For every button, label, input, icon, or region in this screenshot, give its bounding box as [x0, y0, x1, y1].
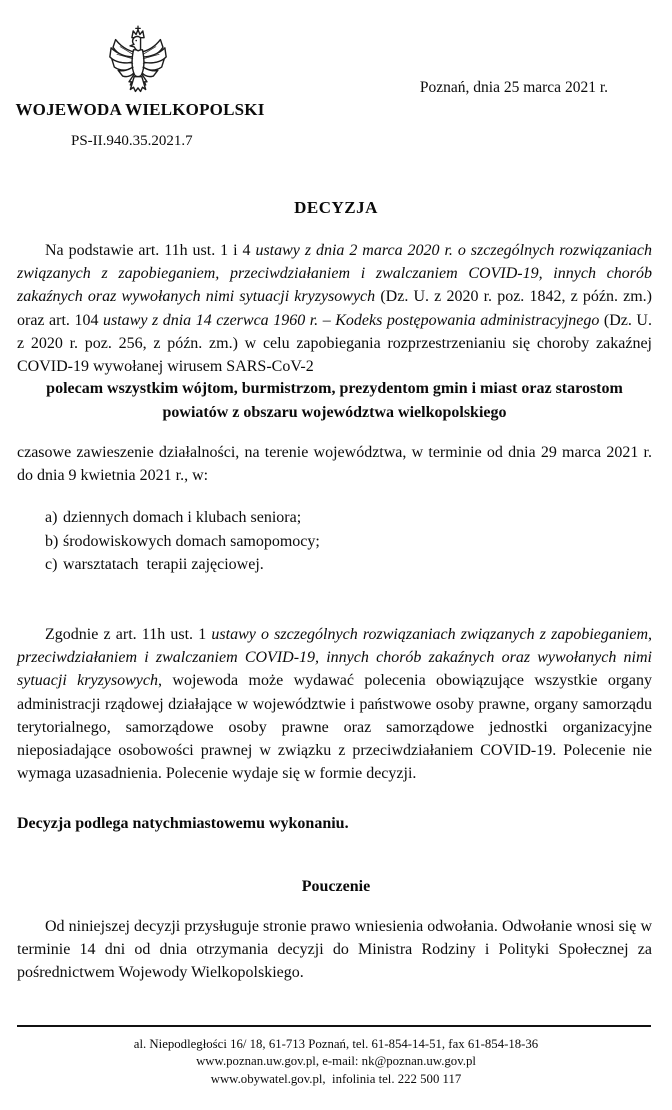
case-number: PS-II.940.35.2021.7 [71, 133, 193, 149]
order-heading-line2: powiatów z obszaru województwa wielkopolskiego [162, 404, 507, 421]
footer [0, 1036, 672, 1088]
place-and-date: Poznań, dnia 25 marca 2021 r. [419, 79, 608, 96]
list-item-marker: b) [45, 532, 59, 550]
enforcement-clause: Decyzja podlega natychmiastowemu wykonaniu. [17, 815, 349, 832]
footer-divider [17, 1025, 651, 1027]
suspension-intro-paragraph: czasowe zawieszenie działalności, na terenie województwa, w terminie od dnia 29 marca 2021 r. do dnia 9 kwietnia 2021 r., w: [17, 444, 652, 485]
list-item [45, 530, 645, 554]
list-item-marker: a) [45, 509, 58, 526]
list-item-text: dziennych domach i klubach seniora; [63, 509, 302, 526]
suspension-list [45, 506, 645, 577]
list-item [45, 506, 645, 530]
order-heading [17, 377, 652, 425]
list-item-text: warsztatach terapii zajęciowej. [63, 556, 264, 574]
list-item [45, 553, 645, 577]
issuing-office-title: WOJEWODA WIELKOPOLSKI [15, 100, 265, 119]
instruction-heading: Pouczenie [301, 878, 371, 895]
list-item-marker: c) [45, 556, 58, 574]
footer-address-line: al. Niepodległości 16/ 18, 61-713 Poznań, tel. 61-854-14-51, fax 61-854-18-36 [133, 1037, 539, 1051]
appeal-paragraph: Od niniejszej decyzji przysługuje stronie prawo wniesienia odwołania. Odwołanie wnosi się w terminie 14 dni od dnia otrzymania decyzji do Ministra Rodziny i Polityki Społecznej za pośrednictwem Wojewody Wielkopolskiego. [17, 918, 652, 982]
list-item-text: środowiskowych domach samopomocy; [63, 532, 320, 550]
footer-infoline-line: www.obywatel.gov.pl, infolinia tel. 222 500 117 [210, 1071, 462, 1086]
legal-explanation-paragraph: Zgodnie z art. 11h ust. 1 ustawy o szczególnych rozwiązaniach związanych z zapobieganiem, przeciwdziałaniem i zwalczaniem COVID-19, innych chorób zakaźnych oraz wywołanych nimi sytuacji kryzysowych, wojewoda może wydawać polecenia obowiązujące wszystkie organy administracji rządowej działające w województwie i państwowe osoby prawne, organy samorządu terytorialnego, samorządowe osoby prawne oraz samorządowe jednostki organizacyjne nieposiadające osobowości prawnej w związku z przeciwdziałaniem COVID-19. Polecenie nie wymaga uzasadnienia. Polecenie wydaje się w formie decyzji. [17, 626, 653, 783]
document-title: DECYZJA [294, 198, 378, 217]
footer-web-email-line: www.poznan.uw.gov.pl, e-mail: nk@poznan.uw.gov.pl [196, 1054, 476, 1069]
legal-basis-paragraph: Na podstawie art. 11h ust. 1 i 4 ustawy z dnia 2 marca 2020 r. o szczególnych rozwiązaniach związanych z zapobieganiem, przeciwdziałaniem i zwalczaniem COVID-19, innych chorób zakaźnych oraz wywołanych nimi sytuacji kryzysowych (Dz. U. z 2020 r. poz. 1842, z późn. zm.) oraz art. 104 ustawy z dnia 14 czerwca 1960 r. – Kodeks postępowania administracyjnego (Dz. U. z 2020 r. poz. 256, z późn. zm.) w celu zapobiegania rozprzestrzenianiu się choroby zakaźnej COVID-19 wywołanej wirusem SARS-CoV-2 [17, 242, 653, 376]
order-heading-line1: polecam wszystkim wójtom, burmistrzom, prezydentom gmin i miast oraz starostom [46, 380, 623, 397]
